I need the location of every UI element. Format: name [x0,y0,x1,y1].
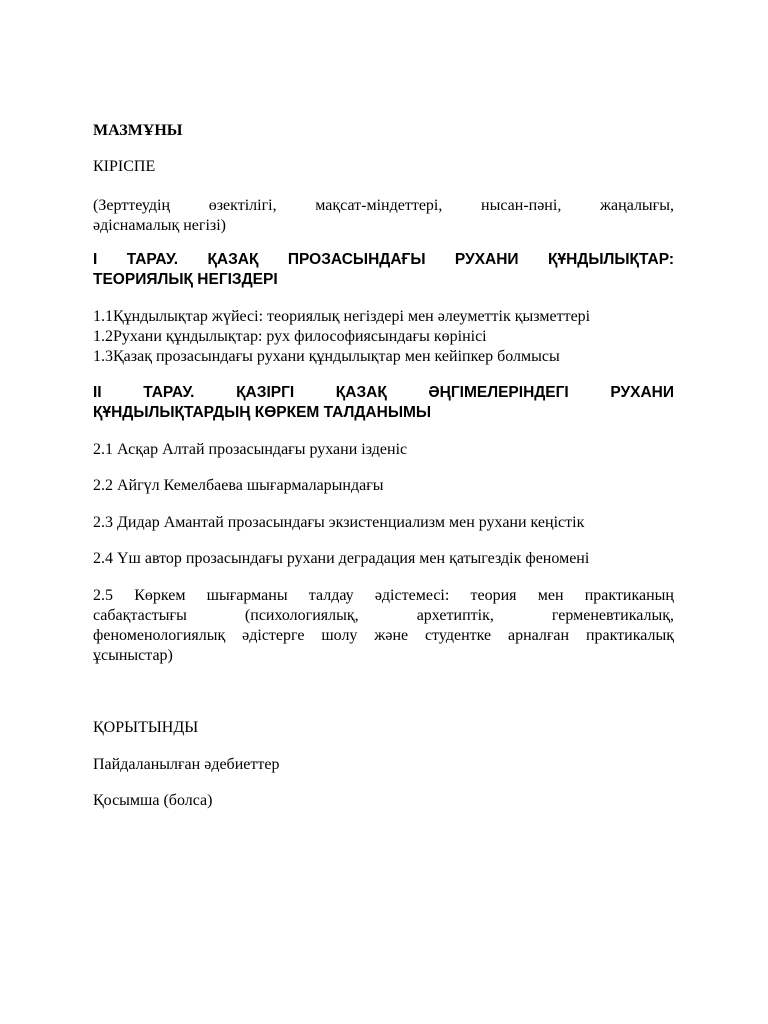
toc-title: МАЗМҰНЫ [93,122,183,139]
chapter-1-title [93,250,674,290]
toc-item-2-3: 2.3 Дидар Амантай прозасындағы экзистенциализм мен рухани кеңістік [93,514,585,531]
chapter-1-title-line-2: ТЕОРИЯЛЫҚ НЕГІЗДЕРІ [93,271,278,288]
intro-note-line-1: (Зерттеудің өзектілігі, мақсат-міндеттері, нысан-пәні, жаңалығы, [93,197,674,214]
conclusion-heading: ҚОРЫТЫНДЫ [93,719,199,736]
chapter-1-title-line-1: І ТАРАУ. ҚАЗАҚ ПРОЗАСЫНДАҒЫ РУХАНИ ҚҰНДЫЛЫҚТАР: [93,251,674,268]
intro-note-line-2: әдіснамалық негізі) [93,217,226,234]
toc-item-1-3: 1.3Қазақ прозасындағы рухани құндылықтар мен кейіпкер болмысы [93,348,560,365]
chapter-2-title-line-2: ҚҰНДЫЛЫҚТАРДЫҢ КӨРКЕМ ТАЛДАНЫМЫ [93,404,432,421]
toc-item-2-5-line-4: ұсыныстар) [93,647,173,664]
toc-item-2-5-line-1: 2.5 Көркем шығарманы талдау әдістемесі: теория мен практиканың [93,587,674,604]
chapter-2-title [93,383,674,423]
toc-item-1-2: 1.2Рухани құндылықтар: рух философиясындағы көрінісі [93,328,487,345]
chapter-2-title-line-1: ІІ ТАРАУ. ҚАЗІРГІ ҚАЗАҚ ӘҢГІМЕЛЕРІНДЕГІ РУХАНИ [93,384,674,401]
toc-item-2-1: 2.1 Асқар Алтай прозасындағы рухани ізденіс [93,441,408,458]
references-heading: Пайдаланылған әдебиеттер [93,756,280,773]
toc-item-1-1: 1.1Құндылықтар жүйесі: теориялық негіздері мен әлеуметтік қызметтері [93,308,591,325]
toc-item-2-5-line-3: феноменологиялық әдістерге шолу және студентке арналған практикалық [93,627,674,644]
toc-item-2-5-line-2: сабақтастығы (психологиялық, архетиптік, герменевтикалық, [93,607,674,624]
toc-item-2-2: 2.2 Айгүл Кемелбаева шығармаларындағы [93,477,384,494]
chapter-1-items [93,307,674,367]
appendix-heading: Қосымша (болса) [93,792,213,809]
toc-item-2-4: 2.4 Үш автор прозасындағы рухани деградация мен қатыгездік феномені [93,550,590,567]
toc-item-2-5 [93,586,674,666]
intro-note [93,196,674,236]
intro-heading: КІРІСПЕ [93,158,156,175]
